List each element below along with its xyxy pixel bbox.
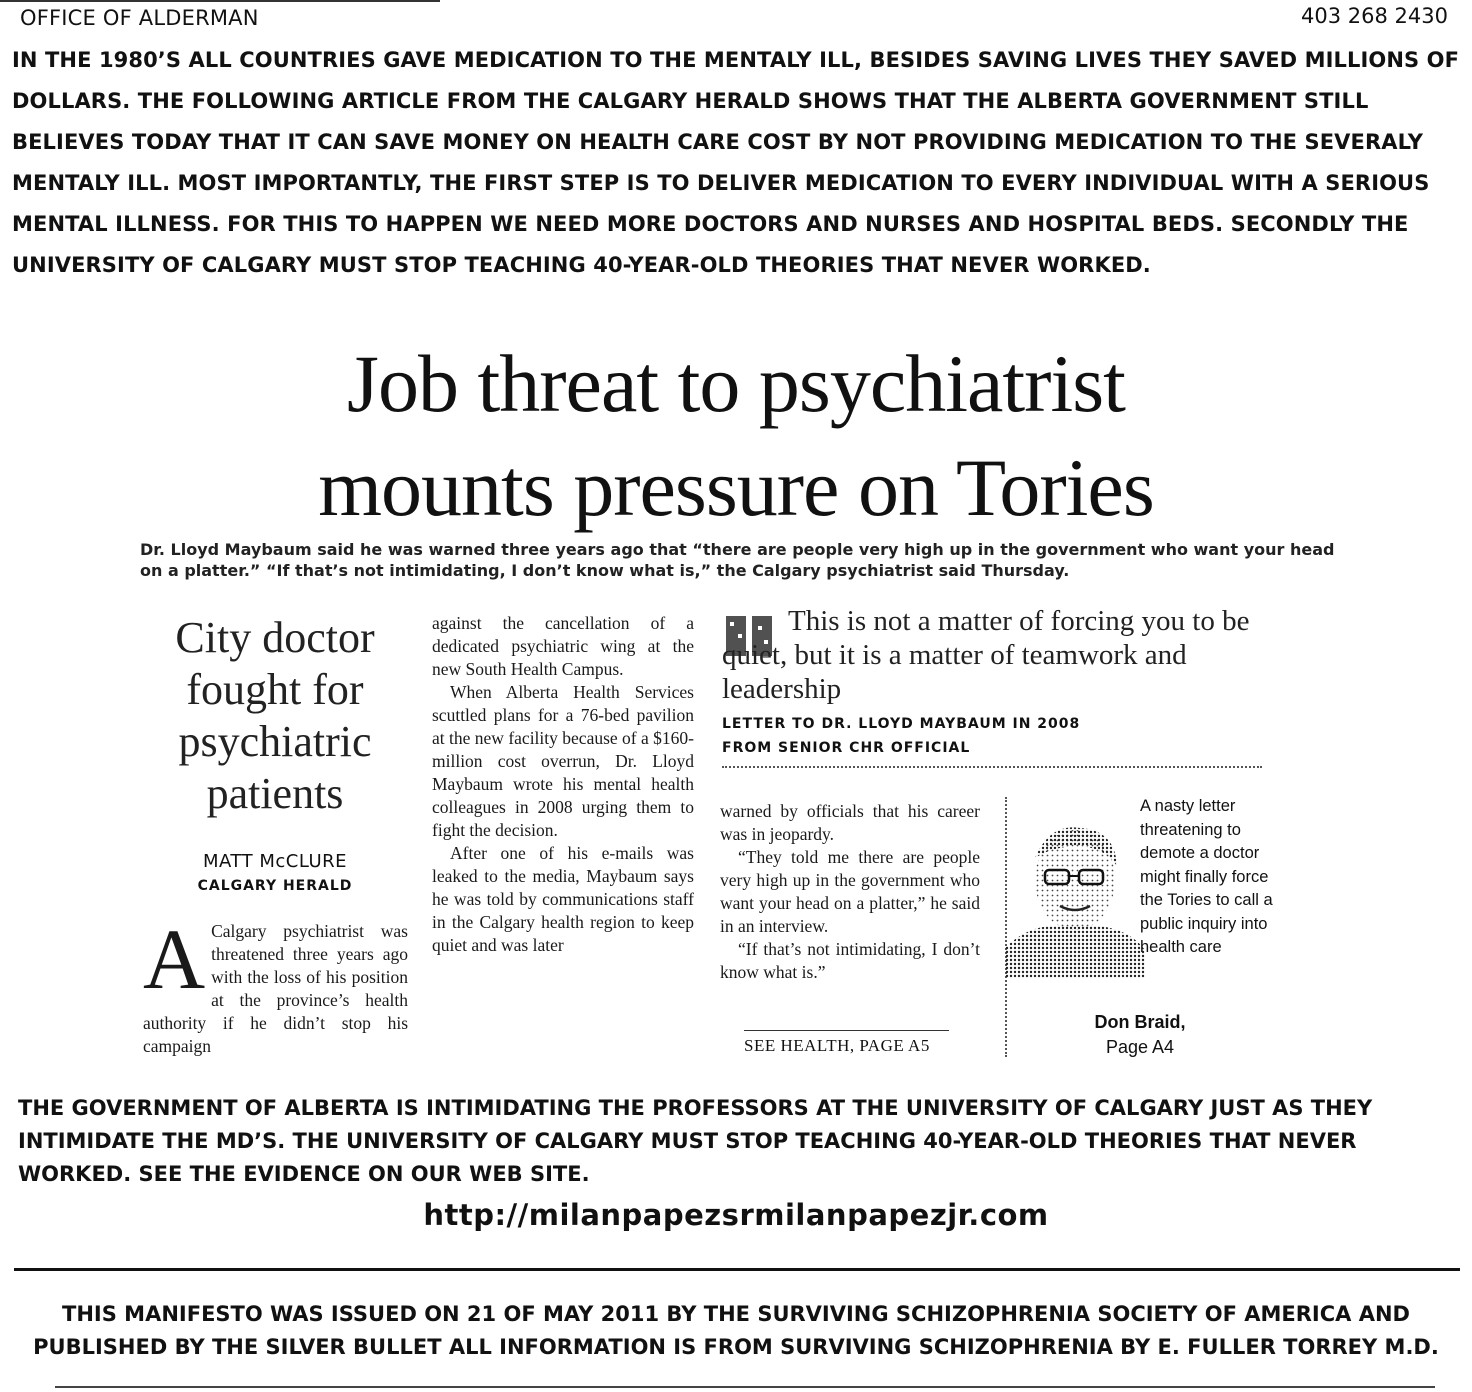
byline-name: MATT McCLURE bbox=[202, 851, 348, 872]
footer-rule bbox=[14, 1268, 1460, 1271]
phone-number: 403 268 2430 bbox=[1301, 4, 1448, 28]
intro-paragraph: IN THE 1980’S ALL COUNTRIES GAVE MEDICATION TO THE MENTALY ILL, BESIDES SAVING LIVES THEY SAVED MILLIONS OF DOLLARS. THE FOLLOWING ARTICLE FROM THE CALGARY HERALD SHOWS THAT THE ALBERTA GOVERNMENT STILL BELIEVES TODAY THAT IT CAN SAVE MONEY ON HEALTH CARE COST BY NOT PROVIDING MEDICATION TO THE SEVERALY MENTALY ILL. MOST IMPORTANTLY, THE FIRST STEP IS TO DELIVER MEDICATION TO EVERY INDIVIDUAL WITH A SERIOUS MENTAL ILLNESS. FOR THIS TO HAPPEN WE NEED MORE DOCTORS AND NURSES AND HOSPITAL BEDS. SECONDLY THE UNIVERSITY OF CALGARY MUST STOP TEACHING 40-YEAR-OLD THEORIES THAT NEVER WORKED. bbox=[12, 48, 1460, 277]
teaser-page: Page A4 bbox=[1105, 1037, 1175, 1057]
teaser-author: Don Braid, bbox=[1094, 1012, 1186, 1032]
office-title: OFFICE OF ALDERMAN bbox=[20, 6, 259, 30]
bottom-rule bbox=[55, 1386, 1435, 1388]
website-link[interactable]: http://milanpapezsrmilanpapezjr.com bbox=[423, 1198, 1049, 1232]
column-3-paragraph: warned by officials that his career was in jeopardy. bbox=[720, 801, 980, 844]
headline-line-2: mounts pressure on Tories bbox=[318, 442, 1154, 533]
columnist-photo bbox=[1005, 818, 1145, 978]
teaser-byline bbox=[1040, 1010, 1240, 1060]
attribution-line-2: FROM SENIOR CHR OFFICIAL bbox=[722, 740, 971, 756]
column-3-paragraph: “They told me there are people very high up in the government who want your head on a platter,” he said in an interview. bbox=[720, 847, 980, 936]
column-1-text: Calgary psychiatrist was threatened three years ago with the loss of his position at the province’s health authority if he didn’t stop his campaign bbox=[143, 921, 408, 1056]
teaser-text: A nasty letter threatening to demote a doctor might finally force the Tories to call a public inquiry into health care bbox=[1140, 797, 1273, 956]
column-2-paragraph: After one of his e-mails was leaked to the media, Maybaum says he was told by communications staff in the Calgary health region to keep quiet and was later bbox=[432, 843, 694, 955]
column-2-paragraph: against the cancellation of a dedicated psychiatric wing at the new South Health Campus. bbox=[432, 613, 694, 679]
article-subhead: City doctor fought for psychiatric patients bbox=[175, 613, 375, 818]
attribution-line-1: LETTER TO DR. LLOYD MAYBAUM IN 2008 bbox=[722, 716, 1081, 732]
top-rule bbox=[0, 0, 440, 2]
pull-quote-text: This is not a matter of forcing you to be quiet, but it is a matter of teamwork and leadership bbox=[722, 605, 1250, 705]
closing-paragraph: THE GOVERNMENT OF ALBERTA IS INTIMIDATING THE PROFESSORS AT THE UNIVERSITY OF CALGARY JUST AS THEY INTIMIDATE THE MD’S. THE UNIVERSITY OF CALGARY MUST STOP TEACHING 40-YEAR-OLD THEORIES THAT NEVER WORKED. SEE THE EVIDENCE ON OUR WEB SITE. bbox=[18, 1096, 1373, 1186]
drop-cap: A bbox=[143, 911, 206, 1007]
manifesto-note: THIS MANIFESTO WAS ISSUED ON 21 OF MAY 2011 BY THE SURVIVING SCHIZOPHRENIA SOCIETY OF AMERICA AND PUBLISHED BY THE SILVER BULLET ALL INFORMATION IS FROM SURVIVING SCHIZOPHRENIA BY E. FULLER TORREY M.D. bbox=[33, 1302, 1439, 1359]
article-column-1 bbox=[143, 911, 408, 1058]
article-byline bbox=[150, 850, 400, 898]
pull-quote-attribution bbox=[722, 712, 1262, 760]
continuation-rule bbox=[744, 1030, 949, 1031]
continuation-note: SEE HEALTH, PAGE A5 bbox=[744, 1036, 930, 1055]
dotted-divider bbox=[722, 766, 1262, 768]
headline-line-1: Job threat to psychiatrist bbox=[347, 338, 1125, 429]
column-3-paragraph: “If that’s not intimidating, I don’t know what is.” bbox=[720, 939, 980, 982]
article-column-3 bbox=[720, 800, 980, 984]
pull-quote bbox=[722, 604, 1262, 706]
column-2-paragraph: When Alberta Health Services scuttled plans for a 76-bed pavilion at the new facility because of a $160-million cost overrun, Dr. Lloyd Maybaum wrote his mental health colleagues in 2008 urging them to fight the decision. bbox=[432, 682, 694, 840]
article-column-2 bbox=[432, 612, 694, 957]
article-headline bbox=[0, 332, 1472, 540]
article-deck: Dr. Lloyd Maybaum said he was warned three years ago that “there are people very high up in the government who want your head on a platter.” “If that’s not intimidating, I don’t know what is,” the Calgary psychiatrist said Thursday. bbox=[140, 540, 1335, 580]
byline-publication: CALGARY HERALD bbox=[197, 878, 353, 894]
